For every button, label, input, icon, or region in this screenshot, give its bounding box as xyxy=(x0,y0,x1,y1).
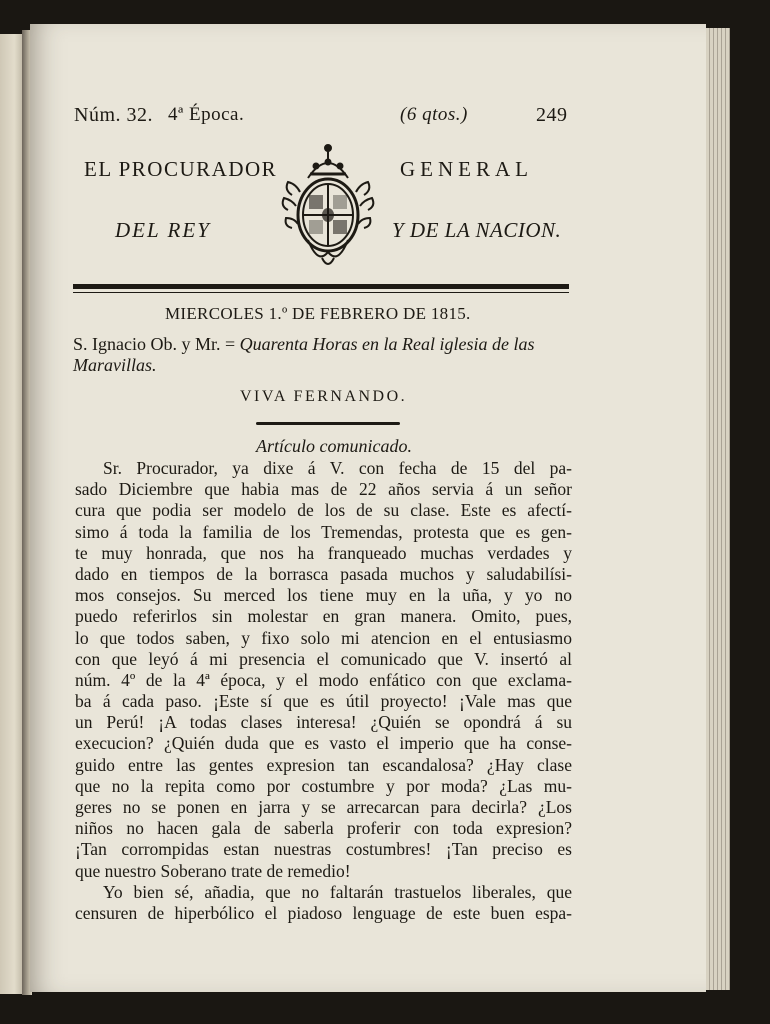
article-line: con que leyó á mi presencia el comunicado que V. insertó al xyxy=(75,648,572,669)
section-divider xyxy=(256,422,400,425)
page-number: 249 xyxy=(536,104,568,126)
article-line: execucion? ¿Quién duda que es vasto el imperio que ha conse- xyxy=(75,733,572,754)
article-line: Yo bien sé, añadia, que no faltarán trastuelos liberales, que xyxy=(103,881,572,902)
article-line: ba á cada paso. ¡Este sí que es útil proyecto! ¡Vale mas que xyxy=(75,691,572,712)
saint-name: S. Ignacio Ob. y Mr. = xyxy=(73,334,240,354)
masthead-subtitle-right: Y DE LA NACION. xyxy=(392,218,562,242)
article-line: cura que podia ser modelo de los de su clase. Este es afectí- xyxy=(75,500,572,521)
masthead-title-left: EL PROCURADOR xyxy=(84,157,278,181)
royal-coat-of-arms-emblem xyxy=(278,140,378,270)
article-line: mos consejos. Su merced los tiene muy en la uña, y yo no xyxy=(75,585,572,606)
page-stack-edge xyxy=(706,28,730,990)
article-line: que no la repita como por costumbre y por moda? ¿Las mu- xyxy=(75,775,572,796)
article-line: niños no hacen gala de saberla proferir con toda expresion? xyxy=(75,818,572,839)
forty-hours-notice: Quarenta Horas en la Real iglesia de las Maravillas. xyxy=(73,334,535,375)
left-page-edge xyxy=(0,34,24,994)
article-line: núm. 4º de la 4ª época, y el modo enfático con que exclama- xyxy=(75,669,572,690)
article-line: puedo referirlos sin molestar en gran manera. Omito, pues, xyxy=(75,606,572,627)
masthead-rule-thick xyxy=(73,284,569,289)
article-line: lo que todos saben, y fixo solo mi atencion en el entusiasmo xyxy=(75,627,572,648)
epoch-label: 4ª Época. xyxy=(168,104,245,125)
quotes-label: (6 qtos.) xyxy=(400,104,468,125)
article-line: censuren de hiperbólico el piadoso lenguage de este buen espa- xyxy=(75,902,572,923)
article-title: Artículo comunicado. xyxy=(256,436,412,456)
masthead-rule-thin xyxy=(73,292,569,293)
masthead-title-right: GENERAL xyxy=(400,157,533,181)
date-line: MIERCOLES 1.º DE FEBRERO DE 1815. xyxy=(165,304,471,323)
masthead-subtitle-left: DEL REY xyxy=(115,218,211,242)
article-line: simo á toda la familia de los Tremendas, protesta que es gen- xyxy=(75,521,572,542)
article-line: dado en tiempos de la borrasca pasada muchos y saludabilísi- xyxy=(75,563,572,584)
article-line: Sr. Procurador, ya dixe á V. con fecha de 15 del pa- xyxy=(103,458,572,478)
article-line: ¡Tan corrompidas estan nuestras costumbres! ¡Tan preciso es xyxy=(75,839,572,860)
slogan: VIVA FERNANDO. xyxy=(240,388,408,405)
article-line: que nuestro Soberano trate de remedio! xyxy=(75,860,351,881)
saint-of-day xyxy=(73,334,573,376)
article-line: te muy honrada, que nos ha franqueado muchas verdades y xyxy=(75,542,572,563)
article-line: guido entre las gentes expresion tan escandalosa? ¿Hay clase xyxy=(75,754,572,775)
article-body xyxy=(75,458,572,924)
article-line: sado Diciembre que habia mas de 22 años servia á un señor xyxy=(75,479,572,500)
article-line: un Perú! ¡A todas clases interesa! ¿Quién se opondrá á su xyxy=(75,712,572,733)
article-line: geres no se ponen en jarra y se arrecarcan para decirla? ¿Los xyxy=(75,797,572,817)
issue-number: Núm. 32. xyxy=(74,104,153,126)
